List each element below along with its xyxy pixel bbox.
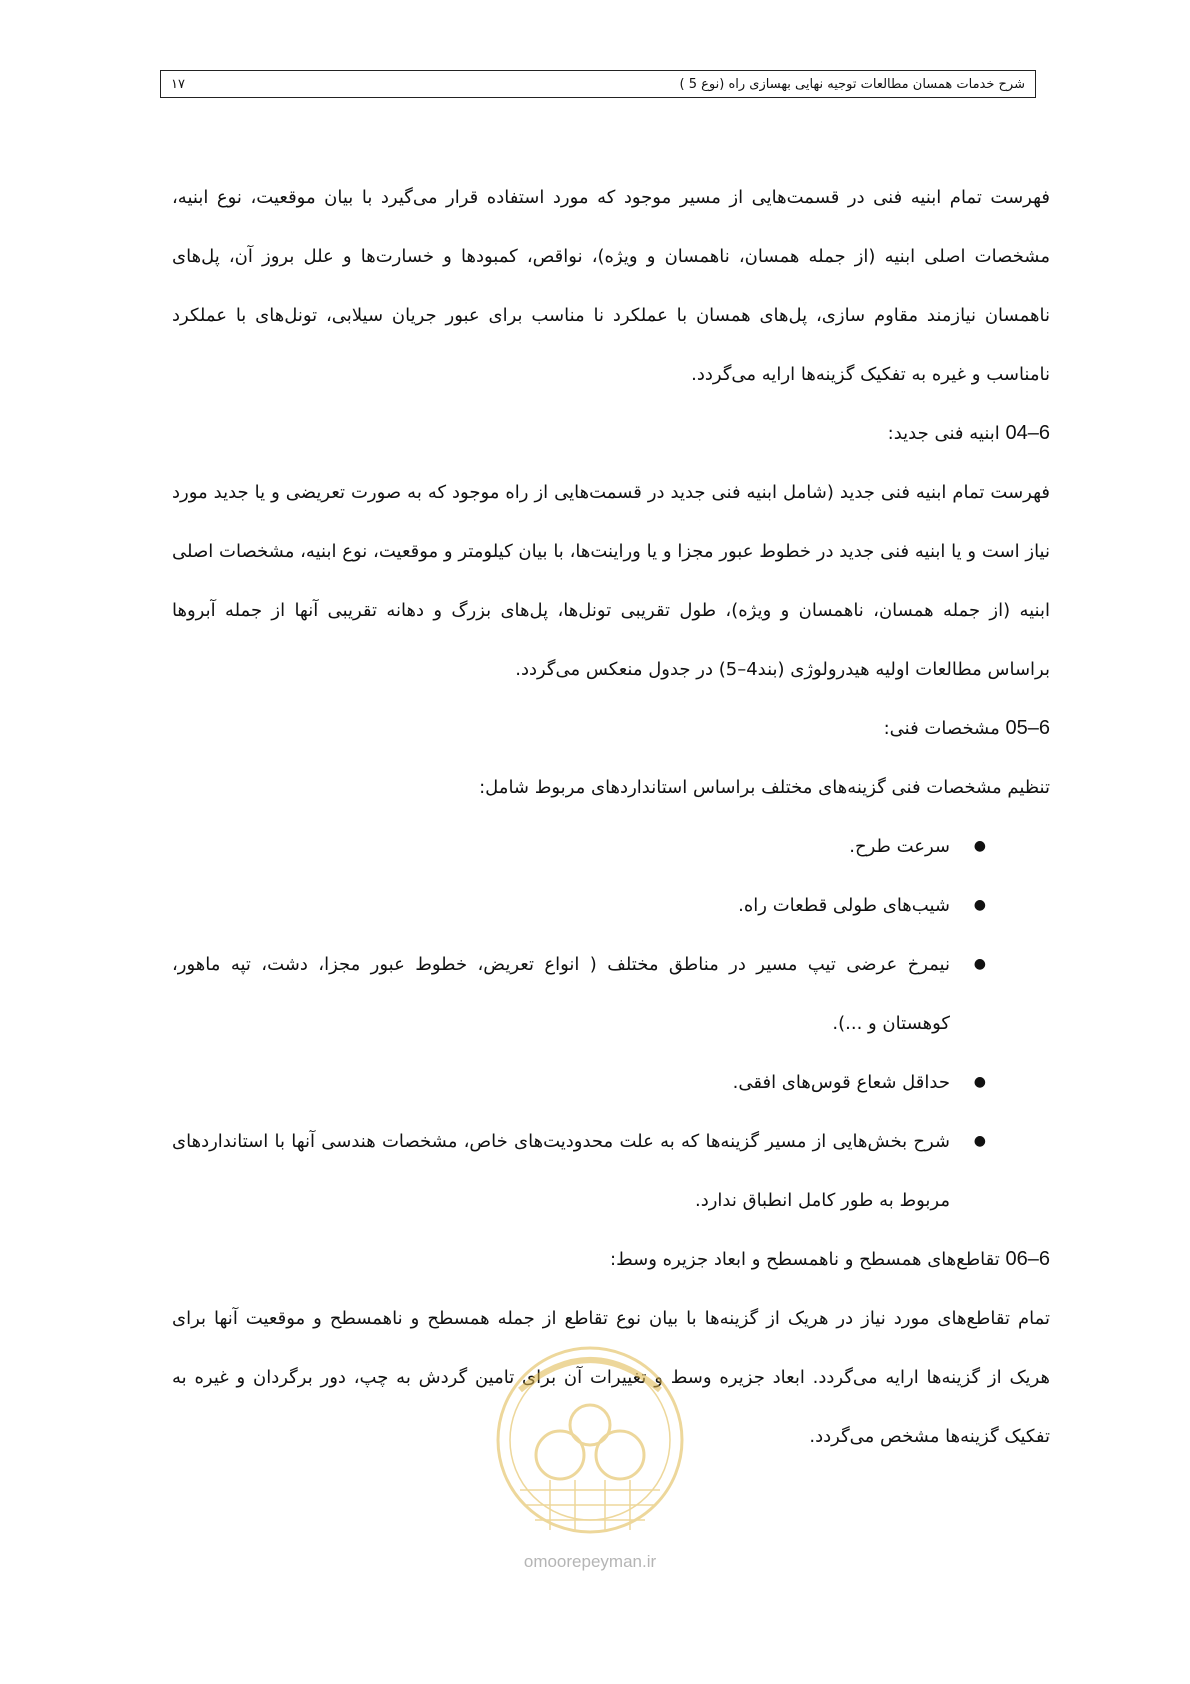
list-item: ● حداقل شعاع قوس‌های افقی. bbox=[172, 1053, 1050, 1112]
list-item: ● سرعت طرح. bbox=[172, 817, 1050, 876]
paragraph-specs-intro: تنظیم مشخصات فنی گزینه‌های مختلف براساس استانداردهای مربوط شامل: bbox=[479, 777, 1050, 798]
list-item: ● نیمرخ عرضی تیپ مسیر در مناطق مختلف ( انواع تعریض، خطوط عبور مجزا، دشت، تپه ماهور، کوهستان و ...). bbox=[172, 935, 1050, 1053]
page-header bbox=[160, 70, 1036, 98]
section-title: مشخصات فنی: bbox=[883, 718, 1000, 739]
page-number: ۱۷ bbox=[171, 76, 185, 92]
document-body bbox=[172, 168, 1050, 1466]
list-item: ● شیب‌های طولی قطعات راه. bbox=[172, 876, 1050, 935]
section-number: 6–04 bbox=[1005, 422, 1050, 444]
section-title: تقاطع‌های همسطح و ناهمسطح و ابعاد جزیره وسط: bbox=[610, 1249, 1000, 1270]
list-item: ● شرح بخش‌هایی از مسیر گزینه‌ها که به علت محدودیت‌های خاص، مشخصات هندسی آنها با استانداردهای مربوط به طور کامل انطباق ندارد. bbox=[172, 1112, 1050, 1230]
paragraph-new-structures: فهرست تمام ابنیه فنی جدید (شامل ابنیه فنی جدید در قسمت‌هایی از راه موجود که به صورت تعریضی و یا جدید مورد نیاز است و یا ابنیه فنی جدید در خطوط عبور مجزا و یا وراینت‌ها، با بیان کیلومتر و موقعیت، نوع ابنیه، مشخصات اصلی ابنیه (از جمله همسان، ناهمسان و ویژه)، طول تقریبی تونل‌ها، پل‌های بزرگ و دهانه تقریبی آنها از جمله آبروها براساس مطالعات اولیه هیدرولوژی (بند4–5) در جدول منعکس می‌گردد. bbox=[172, 482, 1050, 680]
specs-bullet-list bbox=[172, 817, 1050, 1230]
section-title: ابنیه فنی جدید: bbox=[887, 423, 1000, 444]
section-heading-specs bbox=[172, 699, 1050, 758]
section-heading-intersections bbox=[172, 1230, 1050, 1289]
paragraph-intersections: تمام تقاطع‌های مورد نیاز در هریک از گزینه‌ها با بیان نوع تقاطع از جمله همسطح و ناهمسطح و موقعیت آنها برای هریک از گزینه‌ها ارایه می‌گردد. ابعاد جزیره وسط و تغییرات آن برای تامین گردش به چپ، دور برگردان و غیره به تفکیک گزینه‌ها مشخص می‌گردد. bbox=[172, 1308, 1050, 1447]
header-title: شرح خدمات همسان مطالعات توجیه نهایی بهسازی راه (نوع 5 ) bbox=[679, 76, 1025, 92]
section-number: 6–06 bbox=[1005, 1248, 1050, 1270]
section-heading-new-structures bbox=[172, 404, 1050, 463]
section-number: 6–05 bbox=[1005, 717, 1050, 739]
paragraph-existing-structures: فهرست تمام ابنیه فنی در قسمت‌هایی از مسیر موجود که مورد استفاده قرار می‌گیرد با بیان موقعیت، نوع ابنیه، مشخصات اصلی ابنیه (از جمله همسان، ناهمسان و ویژه)، نواقص، کمبودها و خسارت‌ها و علل بروز آن، پل‌های ناهمسان نیازمند مقاوم سازی، پل‌های همسان با عملکرد نا مناسب برای عبور جریان سیلابی، تونل‌های با عملکرد نامناسب و غیره به تفکیک گزینه‌ها ارایه می‌گردد. bbox=[172, 187, 1050, 385]
watermark-text: omoorepeyman.ir bbox=[523, 1552, 657, 1571]
watermark-logo-icon bbox=[480, 1330, 700, 1570]
